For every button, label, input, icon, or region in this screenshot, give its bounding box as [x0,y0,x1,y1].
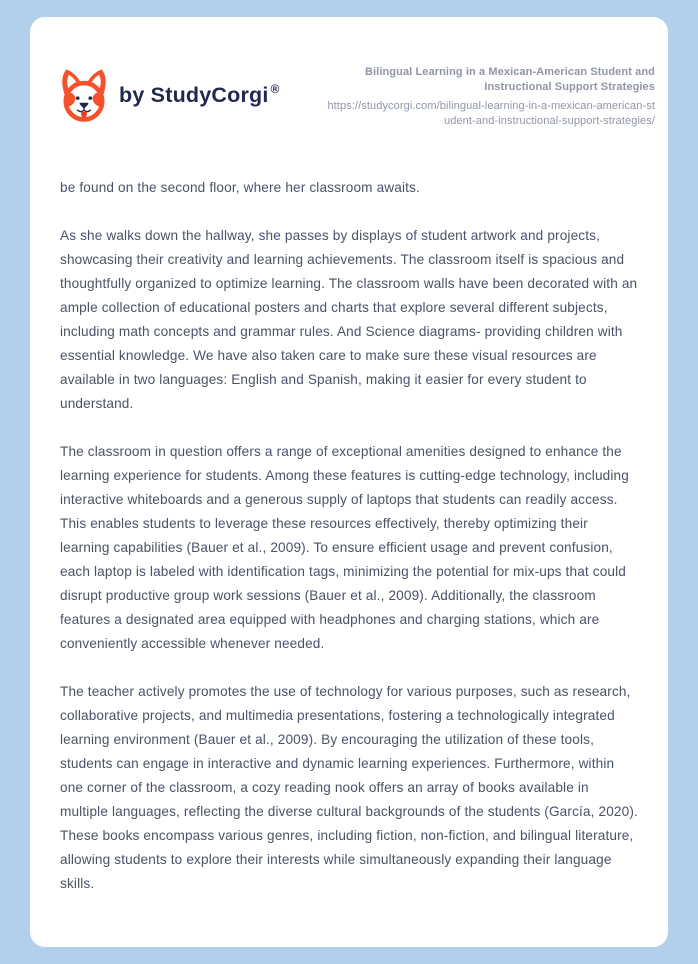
document-url-link[interactable]: https://studycorgi.com/bilingual-learning-in-a-mexican-american-student-and-instructional-support-strategies/ [327,100,655,127]
document-header [30,17,668,129]
corgi-logo-icon [58,65,110,125]
paragraph: be found on the second floor, where her classroom awaits. [60,180,420,195]
document-title: Bilingual Learning in a Mexican-American Student and Instructional Support Strategies [364,66,655,93]
document-card [30,17,668,947]
paragraph: The teacher actively promotes the use of technology for various purposes, such as research, collaborative projects, and multimedia presentations, fostering a technologically integrated learning environment (Bauer et al., 2009). By encouraging the utilization of these tools, students can engage in interactive and dynamic learning experiences. Furthermore, within one corner of the classroom, a cozy reading nook offers an array of books available in multiple languages, reflecting the diverse cultural backgrounds of the students (García, 2020). These books encompass various genres, including fiction, non-fiction, and bilingual literature, allowing students to explore their interests while simultaneously expanding their language skills. [60,684,638,891]
title-block [323,63,655,129]
paragraph: As she walks down the hallway, she passes by displays of student artwork and projects, showcasing their creativity and learning achievements. The classroom itself is spacious and thoughtfully organized to optimize learning. The classroom walls have been decorated with an ample collection of educational posters and charts that explore several different subjects, including math concepts and grammar rules. And Science diagrams- providing children with essential knowledge. We have also taken care to make sure these visual resources are available in two languages: English and Spanish, making it easier for every student to understand. [60,228,638,411]
registered-mark: ® [270,82,280,96]
studycorgi-logo[interactable] [58,65,280,125]
document-body [30,129,668,896]
brand-text: by StudyCorgi ® [119,82,280,107]
paragraph: The classroom in question offers a range of exceptional amenities designed to enhance the learning experience for students. Among these features is cutting-edge technology, including interactive whiteboards and a generous supply of laptops that students can readily access. This enables students to leverage these resources effectively, thereby optimizing their learning capabilities (Bauer et al., 2009). To ensure efficient usage and prevent confusion, each laptop is labeled with identification tags, minimizing the potential for mix-ups that could disrupt productive group work sessions (Bauer et al., 2009). Additionally, the classroom features a designated area equipped with headphones and charging stations, which are conveniently accessible whenever needed. [60,444,629,651]
